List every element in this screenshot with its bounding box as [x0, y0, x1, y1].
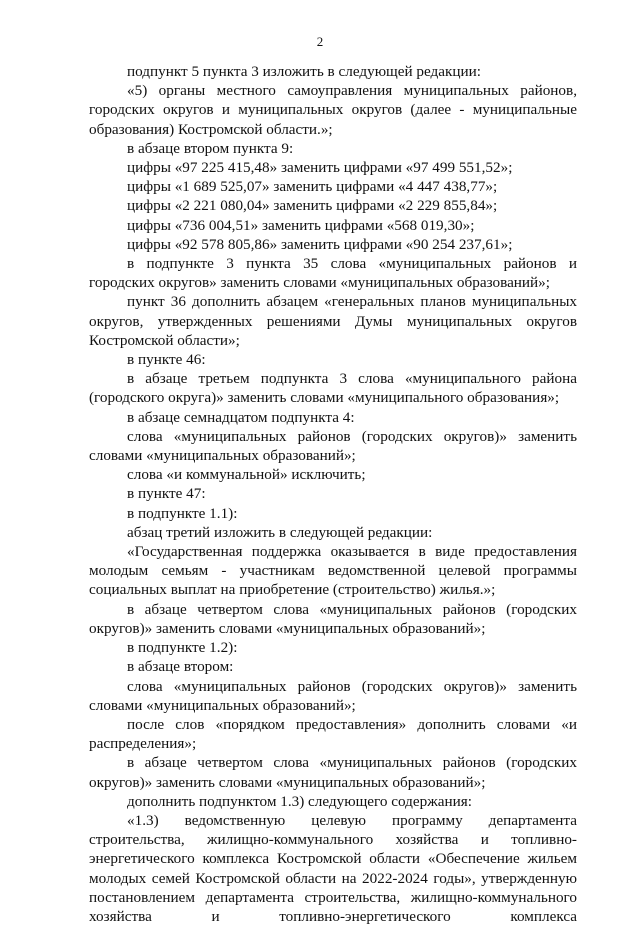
paragraph: цифры «2 221 080,04» заменить цифрами «2 229 855,84»; — [127, 197, 498, 215]
paragraph: в подпункте 3 пункта 35 слова «муниципальных районов и городских округов» заменить словами «муниципальных образований»; — [89, 255, 577, 292]
paragraph: цифры «92 578 805,86» заменить цифрами «90 254 237,61»; — [127, 235, 513, 253]
paragraph: слова «и коммунальной» исключить; — [127, 466, 366, 484]
paragraph: в пункте 46: — [127, 351, 206, 369]
paragraph: в абзаце втором пункта 9: — [127, 139, 294, 157]
page-number: 2 — [316, 34, 324, 49]
paragraph: в абзаце четвертом слова «муниципальных районов (городских округов)» заменить словами «муниципальных образований»; — [89, 600, 577, 637]
paragraph: пункт 36 дополнить абзацем «генеральных планов муниципальных округов, утвержденных решениями Думы муниципальных округов Костромской области»; — [89, 293, 577, 349]
paragraph: в абзаце третьем подпункта 3 слова «муниципального района (городского округа)» заменить словами «муниципального образования»; — [89, 370, 577, 407]
paragraph: в абзаце втором: — [127, 658, 234, 676]
paragraph: цифры «736 004,51» заменить цифрами «568 019,30»; — [127, 216, 475, 234]
paragraph: цифры «1 689 525,07» заменить цифрами «4 447 438,77»; — [127, 178, 498, 196]
document-body — [89, 62, 577, 926]
paragraph: в подпункте 1.2): — [127, 639, 238, 657]
paragraph: «5) органы местного самоуправления муниципальных районов, городских округов и муниципальных округов (далее - муниципальные образования) Костромской области.»; — [89, 82, 577, 138]
paragraph: в пункте 47: — [127, 485, 206, 503]
paragraph: в подпункте 1.1): — [127, 504, 238, 522]
paragraph: подпункт 5 пункта 3 изложить в следующей редакции: — [127, 63, 481, 80]
paragraph: цифры «97 225 415,48» заменить цифрами «97 499 551,52»; — [127, 159, 513, 177]
paragraph: слова «муниципальных районов (городских округов)» заменить словами «муниципальных образований»; — [89, 677, 577, 714]
paragraph: после слов «порядком предоставления» дополнить словами «и распределения»; — [89, 715, 577, 753]
paragraph: в абзаце четвертом слова «муниципальных районов (городских округов)» заменить словами «муниципальных образований»; — [89, 754, 577, 791]
paragraph: «1.3) ведомственную целевую программу департамента строительства, жилищно-коммунального хозяйства и топливно-энергетического комплекса Костромской области «Обеспечение жильем молодых семей Костромской области на 2022-2024 годы», утвержденную постановлением департамента строительства, жилищно-коммунального хозяйства и топливно-энергетического комплекса — [89, 811, 577, 925]
paragraph: абзац третий изложить в следующей редакции: — [127, 523, 433, 541]
paragraph: в абзаце семнадцатом подпункта 4: — [127, 408, 355, 426]
paragraph: дополнить подпунктом 1.3) следующего содержания: — [127, 792, 472, 810]
paragraph: слова «муниципальных районов (городских округов)» заменить словами «муниципальных образований»; — [89, 427, 577, 465]
paragraph: «Государственная поддержка оказывается в виде предоставления молодым семьям - участникам ведомственной целевой программы социальных выплат на приобретение (строительство) жилья.»; — [89, 543, 577, 599]
